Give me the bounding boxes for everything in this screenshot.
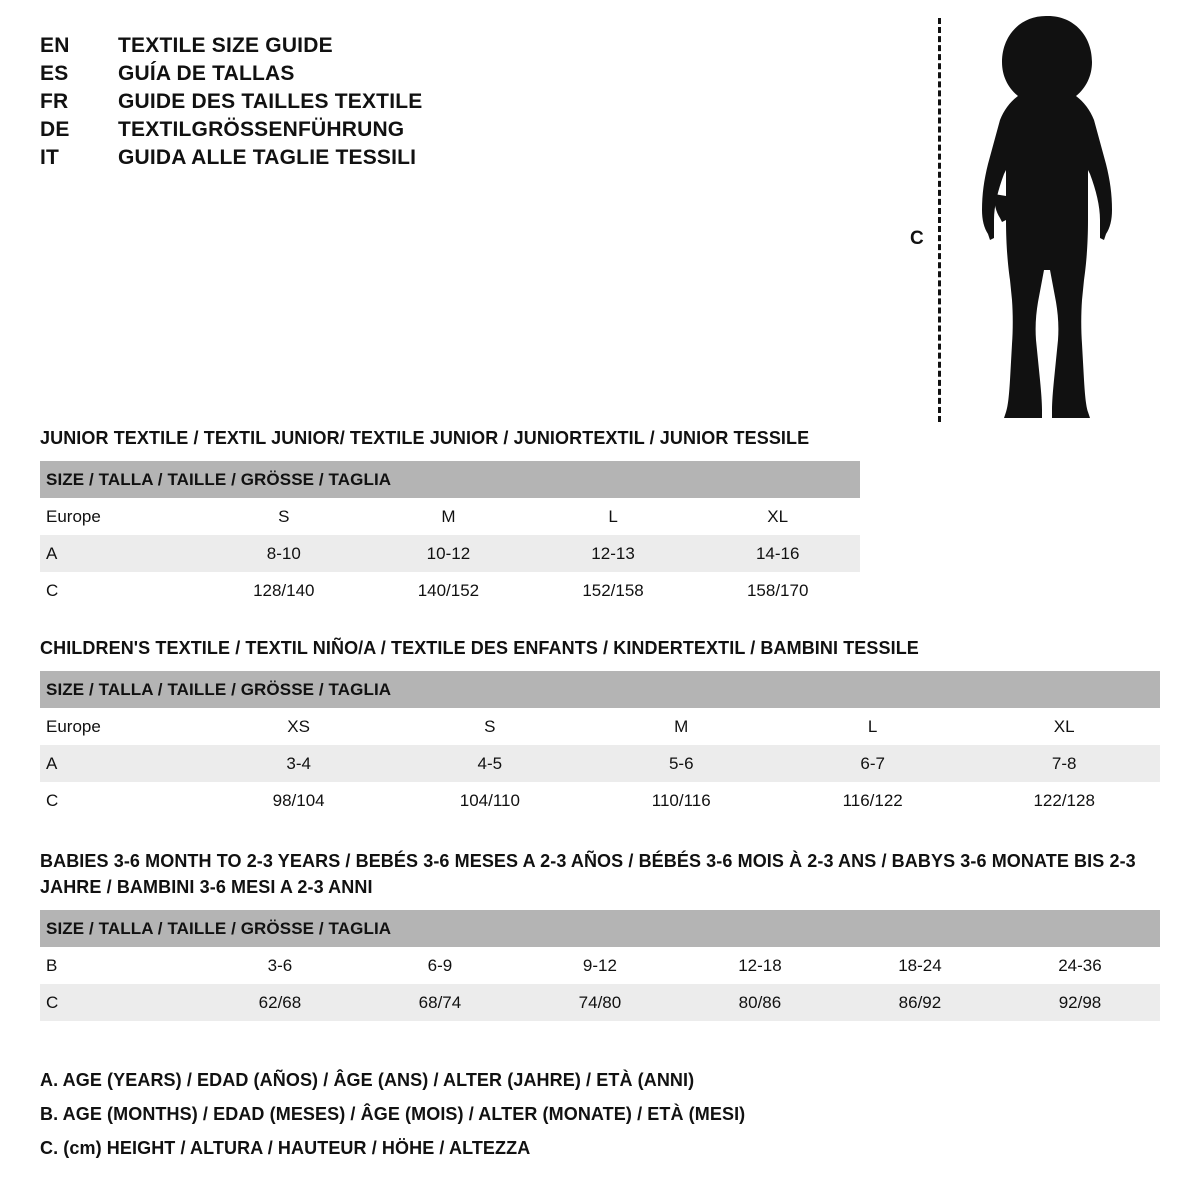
- row-value: 128/140: [201, 572, 366, 609]
- legend-line-c: C. (cm) HEIGHT / ALTURA / HAUTEUR / HÖHE / ALTEZZA: [40, 1138, 531, 1158]
- table-row: [40, 498, 860, 535]
- table-header-label: SIZE / TALLA / TAILLE / GRÖSSE / TAGLIA: [40, 671, 1160, 708]
- height-dashed-line: [938, 18, 941, 422]
- language-title: TEXTILGRÖSSENFÜHRUNG: [118, 118, 405, 141]
- row-value: XL: [695, 498, 860, 535]
- row-value: 152/158: [531, 572, 696, 609]
- row-value: 86/92: [840, 984, 1000, 1021]
- row-label: A: [40, 535, 201, 572]
- row-value: 8-10: [201, 535, 366, 572]
- row-value: 62/68: [200, 984, 360, 1021]
- language-title: GUIDE DES TAILLES TEXTILE: [118, 90, 423, 113]
- children-size-table: [40, 671, 1160, 819]
- legend-block: [40, 1070, 1160, 1172]
- row-value: 7-8: [968, 745, 1160, 782]
- row-value: 80/86: [680, 984, 840, 1021]
- row-value: 110/116: [586, 782, 777, 819]
- row-value: 6-7: [777, 745, 968, 782]
- row-value: 12-13: [531, 535, 696, 572]
- language-title: TEXTILE SIZE GUIDE: [118, 34, 333, 57]
- row-label: Europe: [40, 708, 203, 745]
- row-value: 122/128: [968, 782, 1160, 819]
- language-code: IT: [40, 146, 60, 169]
- row-value: S: [394, 708, 585, 745]
- row-value: 158/170: [695, 572, 860, 609]
- row-value: 10-12: [366, 535, 531, 572]
- row-label: C: [40, 984, 200, 1021]
- section-title: CHILDREN'S TEXTILE / TEXTIL NIÑO/A / TEXTILE DES ENFANTS / KINDERTEXTIL / BAMBINI TESSILE: [40, 638, 919, 658]
- legend-line-b: B. AGE (MONTHS) / EDAD (MESES) / ÂGE (MOIS) / ALTER (MONATE) / ETÀ (MESI): [40, 1104, 746, 1124]
- row-value: 74/80: [520, 984, 680, 1021]
- row-value: 24-36: [1000, 947, 1160, 984]
- language-code: EN: [40, 34, 70, 57]
- table-header-label: SIZE / TALLA / TAILLE / GRÖSSE / TAGLIA: [40, 461, 860, 498]
- language-code: DE: [40, 118, 70, 141]
- row-value: S: [201, 498, 366, 535]
- row-value: M: [366, 498, 531, 535]
- table-header-label: SIZE / TALLA / TAILLE / GRÖSSE / TAGLIA: [40, 910, 1160, 947]
- table-header-row: [40, 910, 1160, 947]
- language-title: GUÍA DE TALLAS: [118, 62, 295, 85]
- table-row: [40, 745, 1160, 782]
- row-value: 3-4: [203, 745, 394, 782]
- babies-size-table: [40, 910, 1160, 1021]
- language-row: [40, 146, 680, 170]
- table-row: [40, 708, 1160, 745]
- row-value: 12-18: [680, 947, 840, 984]
- table-row: [40, 572, 860, 609]
- row-value: 68/74: [360, 984, 520, 1021]
- table-header-row: [40, 671, 1160, 708]
- row-value: 98/104: [203, 782, 394, 819]
- row-value: L: [777, 708, 968, 745]
- row-value: 4-5: [394, 745, 585, 782]
- section-children: [40, 635, 1160, 819]
- measurement-figure: [900, 10, 1160, 430]
- row-value: 140/152: [366, 572, 531, 609]
- row-value: 5-6: [586, 745, 777, 782]
- language-title-block: [40, 34, 680, 174]
- language-row: [40, 34, 680, 58]
- row-value: 104/110: [394, 782, 585, 819]
- row-value: 6-9: [360, 947, 520, 984]
- row-label: B: [40, 947, 200, 984]
- row-value: L: [531, 498, 696, 535]
- language-code: FR: [40, 90, 69, 113]
- language-code: ES: [40, 62, 69, 85]
- legend-line-a: A. AGE (YEARS) / EDAD (AÑOS) / ÂGE (ANS) / ALTER (JAHRE) / ETÀ (ANNI): [40, 1070, 695, 1090]
- table-row: [40, 535, 860, 572]
- section-babies: [40, 848, 1160, 1021]
- section-junior: [40, 425, 1160, 609]
- row-value: XL: [968, 708, 1160, 745]
- section-title: BABIES 3-6 MONTH TO 2-3 YEARS / BEBÉS 3-6 MESES A 2-3 AÑOS / BÉBÉS 3-6 MOIS À 2-3 ANS / BABYS 3-6 MONATE BIS 2-3 JAHRE / BAMBINI 3-6 MESI A 2-3 ANNI: [40, 851, 1136, 898]
- table-row: [40, 984, 1160, 1021]
- row-value: 14-16: [695, 535, 860, 572]
- child-silhouette-icon: [950, 14, 1150, 424]
- junior-size-table: [40, 461, 860, 609]
- row-label: C: [40, 572, 201, 609]
- row-value: XS: [203, 708, 394, 745]
- table-row: [40, 947, 1160, 984]
- row-value: 9-12: [520, 947, 680, 984]
- row-value: 18-24: [840, 947, 1000, 984]
- row-value: 116/122: [777, 782, 968, 819]
- height-measure-label: C: [910, 228, 924, 249]
- language-row: [40, 90, 680, 114]
- row-value: 92/98: [1000, 984, 1160, 1021]
- row-label: A: [40, 745, 203, 782]
- language-row: [40, 62, 680, 86]
- row-value: M: [586, 708, 777, 745]
- row-label: C: [40, 782, 203, 819]
- row-label: Europe: [40, 498, 201, 535]
- row-value: 3-6: [200, 947, 360, 984]
- language-title: GUIDA ALLE TAGLIE TESSILI: [118, 146, 417, 169]
- table-header-row: [40, 461, 860, 498]
- section-title: JUNIOR TEXTILE / TEXTIL JUNIOR/ TEXTILE JUNIOR / JUNIORTEXTIL / JUNIOR TESSILE: [40, 428, 810, 448]
- language-row: [40, 118, 680, 142]
- table-row: [40, 782, 1160, 819]
